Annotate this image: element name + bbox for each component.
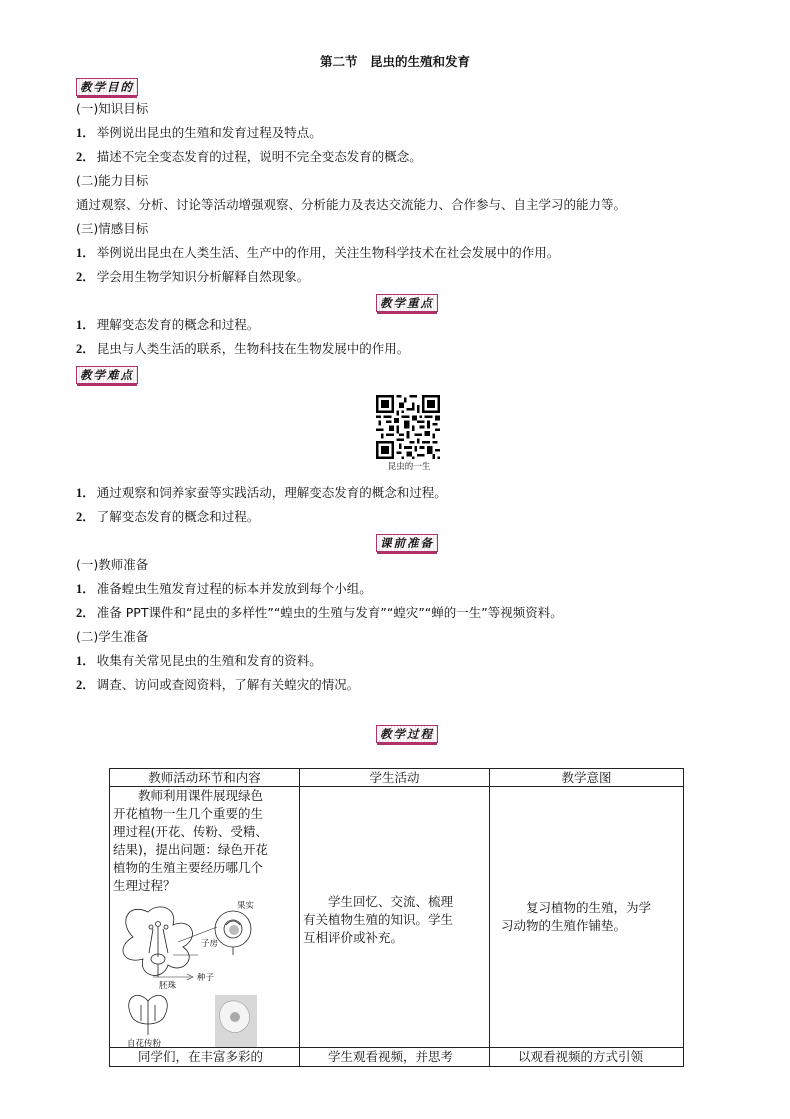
goals-knowledge-heading: (一)知识目标 [76, 101, 149, 116]
table-row [110, 787, 684, 1048]
label-ovule: 胚珠 [159, 981, 177, 991]
item-text: 通过观察和饲养家蚕等实践活动，理解变态发育的概念和过程。 [96, 485, 447, 500]
table-header-row [110, 769, 684, 787]
section-badge-key-points: 教学重点 [376, 294, 438, 312]
teacher-activity-cell: 同学们，在丰富多彩的 [110, 1048, 300, 1067]
key-point-item-2 [76, 341, 409, 357]
qr-code-block[interactable] [376, 395, 442, 472]
item-number: 2． [76, 510, 95, 524]
student-activity-cell: 学生观看视频，并思考 [300, 1048, 490, 1067]
label-self-pollination: 自花传粉 [127, 1039, 162, 1049]
qr-code-icon[interactable] [376, 395, 440, 459]
column-header-teacher: 教师活动环节和内容 [110, 769, 300, 787]
goals-emotion-item-2 [76, 269, 309, 285]
item-number: 2． [76, 606, 95, 620]
item-text: 收集有关常见昆虫的生殖和发育的资料。 [96, 653, 322, 668]
item-text: 了解变态发育的概念和过程。 [96, 509, 260, 524]
item-number: 2． [76, 678, 95, 692]
item-number: 1． [76, 486, 95, 500]
goals-ability-text: 通过观察、分析、讨论等活动增强观察、分析能力及表达交流能力、合作参与、自主学习的能力等。 [76, 197, 627, 212]
difficulty-item-1 [76, 485, 447, 501]
student-activity-cell [300, 787, 490, 1048]
student-line: 有关植物生殖的知识。学生 [303, 912, 454, 927]
teacher-line: 理过程(开花、传粉、受精、 [113, 824, 268, 839]
intent-cell: 以观看视频的方式引领 [490, 1048, 684, 1067]
key-point-item-1 [76, 317, 259, 333]
label-ovary: 子房 [201, 939, 219, 949]
goals-emotion-item-1 [76, 245, 559, 261]
item-text: 准备蝗虫生殖发育过程的标本并发放到每个小组。 [96, 581, 372, 596]
lesson-process-table [109, 768, 684, 1067]
goals-emotion-heading: (三)情感目标 [76, 221, 149, 236]
difficulty-item-2 [76, 509, 259, 525]
intent-cell [490, 787, 684, 1048]
qr-caption: 昆虫的一生 [387, 462, 431, 472]
item-text: 理解变态发育的概念和过程。 [96, 317, 260, 332]
prep-student-item-1 [76, 653, 322, 669]
item-text: 学会用生物学知识分析解释自然现象。 [96, 269, 310, 284]
intent-line: 复习植物的生殖，为学 [501, 900, 652, 915]
item-number: 1． [76, 318, 95, 332]
intent-line: 习动物的生殖作铺垫。 [501, 918, 627, 933]
teacher-line: 教师利用课件展现绿色 [113, 788, 264, 803]
item-text: 举例说出昆虫的生殖和发育过程及特点。 [96, 125, 322, 140]
item-number: 2． [76, 150, 95, 164]
section-badge-process: 教学过程 [376, 725, 438, 743]
label-fruit: 果实 [237, 901, 255, 911]
teacher-line: 生理过程？ [113, 878, 176, 893]
item-text: 昆虫与人类生活的联系，生物科技在生物发展中的作用。 [96, 341, 410, 356]
student-line: 互相评价或补充。 [303, 930, 404, 945]
item-text: 准备 PPT课件和“昆虫的多样性”“蝗虫的生殖与发育”“蝗灾”“蝉的一生”等视频资料。 [96, 605, 563, 620]
item-number: 1． [76, 654, 95, 668]
prep-student-heading: (二)学生准备 [76, 629, 149, 644]
column-header-student: 学生活动 [300, 769, 490, 787]
teacher-line: 植物的生殖主要经历哪几个 [113, 860, 264, 875]
item-text: 举例说出昆虫在人类生活、生产中的作用，关注生物科学技术在社会发展中的作用。 [96, 245, 560, 260]
goals-knowledge-item-1 [76, 125, 322, 141]
column-header-intent: 教学意图 [490, 769, 684, 787]
teacher-activity-cell [110, 787, 300, 1048]
section-badge-difficulties: 教学难点 [76, 366, 138, 384]
prep-teacher-item-2 [76, 605, 563, 621]
prep-teacher-item-1 [76, 581, 372, 597]
page-title: 第二节 昆虫的生殖和发育 [319, 54, 470, 69]
section-badge-preparation: 课前准备 [376, 534, 438, 552]
item-number: 2． [76, 270, 95, 284]
item-number: 1． [76, 246, 95, 260]
item-text: 描述不完全变态发育的过程，说明不完全变态发育的概念。 [96, 149, 422, 164]
goals-knowledge-item-2 [76, 149, 422, 165]
flower-diagram [113, 897, 293, 1047]
label-seed: 种子 [197, 973, 215, 983]
table-row [110, 1048, 684, 1067]
prep-student-item-2 [76, 677, 359, 693]
teacher-line: 开花植物一生几个重要的生 [113, 806, 264, 821]
item-number: 1． [76, 582, 95, 596]
item-number: 2． [76, 342, 95, 356]
item-number: 1． [76, 126, 95, 140]
teacher-line: 结果)，提出问题：绿色开花 [113, 842, 268, 857]
goals-ability-heading: (二)能力目标 [76, 173, 149, 188]
item-text: 调查、访问或查阅资料，了解有关蝗灾的情况。 [96, 677, 360, 692]
section-badge-goals: 教学目的 [76, 78, 138, 96]
prep-teacher-heading: (一)教师准备 [76, 557, 149, 572]
student-line: 学生回忆、交流、梳理 [303, 894, 454, 909]
